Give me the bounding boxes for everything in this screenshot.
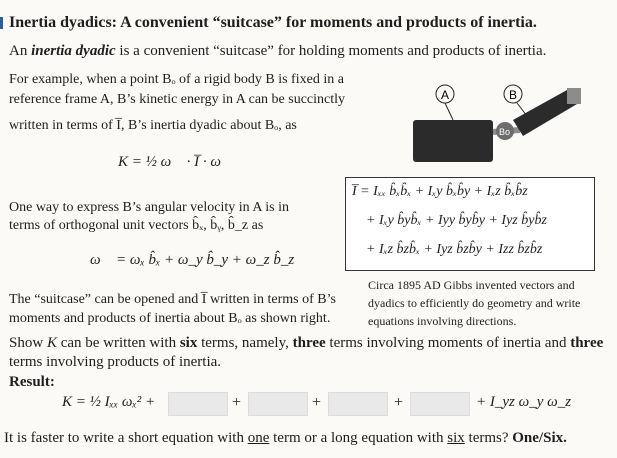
question-post: terms? [464, 430, 509, 446]
task-three-2: three [570, 335, 604, 351]
gibbs-note-1: Circa 1895 AD Gibbs invented vectors and [368, 278, 575, 292]
suitcase-line-2: moments and products of inertia about Bₒ as shown right. [9, 311, 331, 326]
dyadic-row-2: + Iₓy b̂yb̂ₓ + Iyy b̂yb̂y + Iyz b̂yb̂z [366, 213, 547, 228]
task-line-2: terms involving products of inertia. [9, 354, 222, 370]
angular-line-2: terms of orthogonal unit vectors b̂ₓ, b̂ᵧ, b̂_z as [9, 218, 264, 233]
task-line-1 [9, 335, 603, 352]
intro-term: inertia dyadic [31, 43, 116, 59]
task-three-1: three [292, 335, 326, 351]
rigid-body-end [567, 88, 581, 104]
plus-sign-3: + [394, 394, 404, 411]
dyadic-row-3: + Iₓz b̂zb̂ₓ + Iyz b̂zb̂y + Izz b̂zb̂z [366, 242, 543, 257]
result-lhs: K = ½ Iₓₓ ωₓ² + [62, 394, 156, 410]
result-label: Result: [9, 374, 55, 390]
gibbs-note-2: dyadics to efficiently do geometry and write [368, 296, 581, 310]
answer-blank-1[interactable] [168, 392, 228, 416]
body-b-pointer [517, 103, 527, 116]
task-pre: Show [9, 335, 47, 351]
angular-line-1: One way to express B’s angular velocity in A is in [9, 200, 289, 215]
task-mid: can be written with [56, 335, 180, 351]
task-mid3: terms involving moments of inertia and [325, 335, 571, 351]
plus-sign-1: + [232, 394, 242, 411]
task-k: K [46, 335, 57, 351]
question-answer: One/Six. [508, 430, 567, 446]
intro-pre: An [9, 43, 32, 59]
plus-sign-2: + [312, 394, 322, 411]
dyadic-row-1: I̅ = Iₓₓ b̂ₓb̂ₓ + Iₓy b̂ₓb̂y + Iₓz b̂ₓb̂z [352, 184, 528, 199]
example-line-3: written in terms of I̅, B’s inertia dyadic about Bₒ, as [9, 118, 297, 133]
label-a: A [441, 88, 450, 102]
label-b: B [509, 88, 518, 102]
example-line-1: For example, when a point Bₒ of a rigid body B is fixed in a [9, 72, 344, 87]
answer-blank-3[interactable] [328, 392, 388, 416]
kinetic-energy-equation: K = ½ ω⃗ · I̅ · ω⃗ [118, 154, 233, 170]
intro-post: is a convenient “suitcase” for holding moments and products of inertia. [115, 43, 547, 59]
example-line-2: reference frame A, B’s kinetic energy in A can be succinctly [9, 92, 345, 107]
question-line [4, 430, 567, 447]
task-six: six [179, 335, 198, 351]
question-pre: It is faster to write a short equation with [4, 430, 248, 446]
intro-text [9, 43, 546, 60]
suitcase-line-1: The “suitcase” can be opened and I̅ written in terms of B’s [9, 292, 336, 307]
rigid-body-figure [395, 80, 605, 190]
frame-a-pointer [445, 103, 453, 120]
heading-bullet [0, 17, 3, 29]
answer-blank-2[interactable] [248, 392, 308, 416]
question-mid: term or a long equation with [269, 430, 448, 446]
label-bo: Bo [499, 127, 511, 137]
question-one: one [247, 430, 270, 446]
gibbs-note-3: equations involving directions. [368, 314, 517, 328]
omega-equation: ω⃗ = ωₓ b̂ₓ + ω_y b̂_y + ω_z b̂_z [90, 252, 295, 268]
reference-frame-block [413, 120, 493, 162]
question-six: six [447, 430, 465, 446]
page-heading: Inertia dyadics: A convenient “suitcase” for moments and products of inertia. [9, 14, 537, 31]
result-last-term: + I_yz ω_y ω_z [476, 394, 572, 410]
answer-blank-4[interactable] [410, 392, 470, 416]
task-mid2: terms, namely, [197, 335, 293, 351]
